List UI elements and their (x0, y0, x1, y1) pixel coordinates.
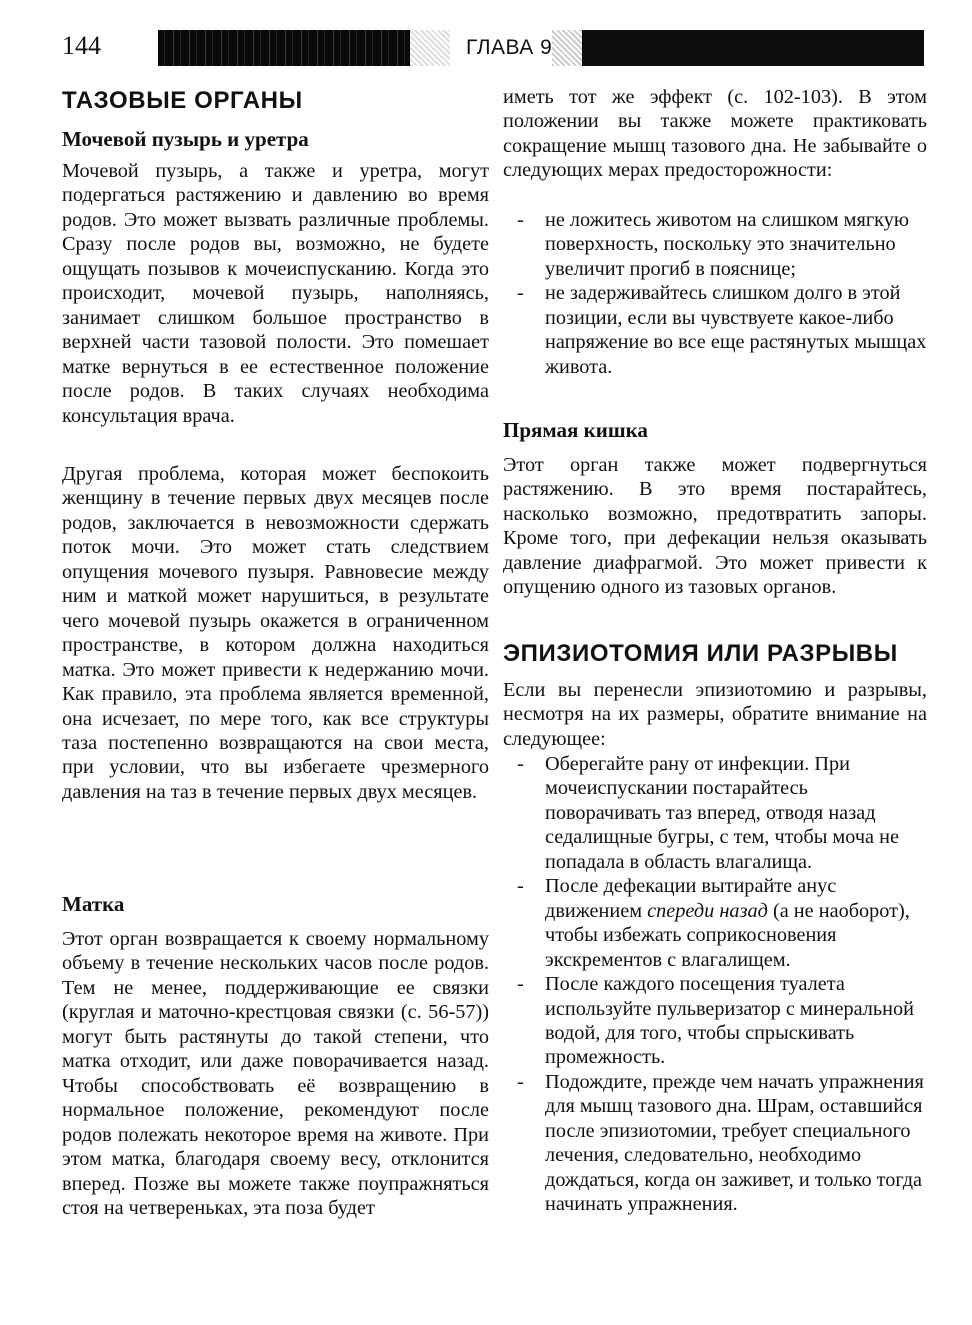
chapter-label: ГЛАВА 9 (466, 36, 553, 59)
episiotomy-care-list (503, 752, 927, 1217)
heading-uterus: Матка (62, 892, 125, 916)
list-item: - Подождите, прежде чем начать упражнения для мышц тазового дна. Шрам, оставшийся после эпизиотомии, требует специального лечения, следовательно, необходимо дождаться, когда он заживет, и только тогда начинать упражнения. (517, 1070, 924, 1216)
list-item: - не задерживайтесь слишком долго в этой позиции, если вы чувствуете какое-либо напряжение во все еще растянутых мышцах живота. (517, 282, 927, 378)
header-bar-right (582, 30, 924, 66)
emphasis-text: спереди назад (647, 899, 768, 922)
bullet-dash: - (517, 973, 524, 996)
list-item: - После каждого посещения туалета используйте пульверизатор с минеральной водой, для того, чтобы спрыскивать промежность. (517, 973, 914, 1069)
page-header (0, 0, 972, 80)
bullet-dash: - (517, 875, 524, 898)
page-number: 144 (62, 31, 101, 60)
bullet-dash: - (517, 209, 524, 231)
paragraph-bladder-2: Другая проблема, которая может беспокоить женщину в течение первых двух месяцев после родов, заключается в невозможности сдержать поток мочи. Это может стать следствием опущения мочевого пузыря. Равновесие между ним и маткой может нарушиться, в результате чего мочевой пузырь окажется в ограниченном пространстве, в котором должна находиться матка. Это может привести к недержанию мочи. Как правило, эта проблема является временной, она исчезает, по мере того, как все структуры таза постепенно возвращаются на свои места, при условии, что вы избегаете чрезмерного давления на таз в течение первых двух месяцев. (62, 463, 489, 803)
header-bar-texture (410, 30, 450, 66)
list-item: - После дефекации вытирайте анус движением спереди назад (а не наоборот), чтобы избежать соприкосновения экскрементов с влагалищем. (517, 875, 910, 971)
paragraph-episiotomy-intro: Если вы перенесли эпизиотомию и разрывы, несмотря на их размеры, обратите внимание на следующее: (503, 679, 927, 750)
heading-bladder: Мочевой пузырь и уретра (62, 127, 309, 151)
paragraph-rectum-1: Этот орган также может подвергнуться растяжению. В это время постарайтесь, насколько возможно, предотвратить запоры. Кроме того, при дефекации нельзя оказывать давление диафрагмой. Это может привести к опущению одного из тазовых органов. (503, 454, 927, 599)
heading-rectum: Прямая кишка (503, 418, 648, 442)
precautions-list (503, 208, 927, 379)
list-item: - Оберегайте рану от инфекции. При мочеиспускании постарайтесь поворачивать таз вперед, отводя назад седалищные бугры, с тем, чтобы моча не попадала в область влагалища. (517, 753, 899, 873)
bullet-dash: - (517, 753, 524, 775)
paragraph-bladder-1: Мочевой пузырь, а также и уретра, могут подергаться растяжению и давлению во время родов. Это может вызвать различные проблемы. Сразу после родов вы, возможно, не будете ощущать позывов к мочеиспусканию. Когда это происходит, мочевой пузырь, наполняясь, занимает слишком большое пространство в верхней части тазовой полости. Это помешает матке вернуться в ее естественное положение после родов. В таких случаях необходима консультация врача. (62, 160, 489, 427)
section-title-episiotomy: ЭПИЗИОТОМИЯ ИЛИ РАЗРЫВЫ (503, 640, 898, 667)
header-bar-left (158, 30, 410, 66)
bullet-dash: - (517, 282, 524, 305)
header-bar-texture (552, 30, 582, 66)
paragraph-continuation: иметь тот же эффект (с. 102-103). В этом положении вы также можете практиковать сокращение мышц тазового дна. Не забывайте о следующих мерах предосторожности: (503, 86, 927, 182)
section-title-pelvic-organs: ТАЗОВЫЕ ОРГАНЫ (62, 87, 303, 114)
bullet-dash: - (517, 1070, 524, 1093)
paragraph-uterus-1: Этот орган возвращается к своему нормальному объему в течение нескольких часов после родов. Тем не менее, поддерживающие ее связки (круглая и маточно-крестцовая связки (с. 56-57)) могут быть растянуты до такой степени, что матка отходит, или даже поворачивается назад. Чтобы способствовать её возвращению в нормальное положение, рекомендуют после родов полежать некоторое время на животе. При этом матка, благодаря своему весу, отклонится вперед. Позже вы можете также поупражняться стоя на четвереньках, эта поза будет (62, 928, 489, 1219)
list-item: - не ложитесь животом на слишком мягкую поверхность, поскольку это значительно увеличит прогиб в пояснице; (517, 209, 910, 280)
